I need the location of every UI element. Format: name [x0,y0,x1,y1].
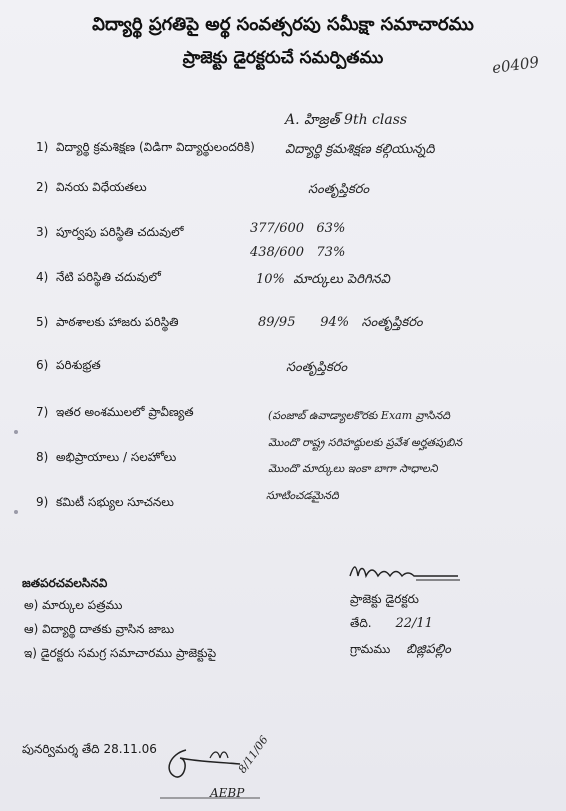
signature-date-note: 8/11/06 [235,733,271,776]
item-answer: 10% మార్కులు పెరిగినవి [256,272,390,287]
item-answer: 377/600 63% [250,221,346,236]
item-label: పరిశుభ్రత [56,358,101,372]
item-number: 5) [36,315,49,329]
signature-initials: AEBP [210,786,245,800]
item-label: నేటి పరిస్థితి చదువులో [56,270,161,284]
item-label: వినయ విధేయతలు [56,180,147,194]
place-label: గ్రామము [350,642,391,656]
item-number: 4) [36,270,49,284]
item-answer: విద్యార్థి క్రమశిక్షణ కల్గియున్నది [285,142,435,157]
item-answer: మొందొ రాష్ట్ర సరిహద్దులకు ప్రవేశ అర్హతపుబిన [268,436,463,449]
director-signature [346,562,464,584]
item-answer: 89/95 94% సంతృప్తికరం [258,315,423,330]
item-answer-secondary: 438/600 73% [250,245,346,260]
director-title: ప్రాజెక్టు డైరక్టరు [350,592,419,606]
punch-hole-mark [14,430,18,434]
item-label: ఇతర అంశములలో ప్రావీణ్యత [56,405,194,419]
date-label: తేది. [350,616,372,630]
enclosure-item: ఇ) డైరక్టరు సమగ్ర సమాచారము ప్రాజెక్టుపై [24,646,217,660]
punch-hole-mark [14,510,18,514]
item-answer-secondary: మొందొ మార్కులు ఇంకా బాగా సాధాలని [268,462,438,475]
item-answer: సంతృప్తికరం [286,360,348,375]
student-name-note: A. హిజ్రత్ 9th class [285,112,408,128]
enclosure-item: అ) మార్కుల పత్రము [24,598,123,612]
item-answer: (పంజాబ్ ఉవాడ్యాలకొరకు Exam వ్రాసినది [268,409,451,422]
item-number: 8) [36,450,49,464]
corner-note: e0409 [490,52,541,78]
item-label: కమిటీ సభ్యుల సూచనలు [56,495,174,509]
enclosure-item: ఆ) విద్యార్థి దాతకు వ్రాసిన జాబు [24,622,175,636]
item-number: 3) [36,225,49,239]
item-number: 1) [36,140,49,154]
item-number: 2) [36,180,49,194]
item-label: అభిప్రాయాలు / సలహోలు [56,450,177,464]
date-value: 22/11 [395,616,433,631]
enclosures-heading: జతపరచవలసినవి [22,576,108,590]
item-label: విద్యార్థి క్రమశిక్షణ (విడిగా విద్యార్థులందరికి) [56,140,255,154]
item-answer: సంతృప్తికరం [308,182,370,197]
signature-date [350,616,433,633]
item-label: పూర్వపు పరిస్థితి చదువులో [56,225,184,239]
item-number: 9) [36,495,49,509]
item-number: 7) [36,405,49,419]
document-title: విద్యార్థి ప్రగతిపై అర్థ సంవత్సరపు సమీక్షా సమాచారము [92,14,474,35]
place-value: బిజ్లిపల్లిం [406,642,451,657]
review-date: పునర్విమర్శ తేది 28.11.06 [22,742,157,756]
signature-place [350,642,451,660]
item-answer: సూటించడమైనది [266,489,339,502]
document-subtitle: ప్రాజెక్టు డైరక్టరుచే సమర్పితము [182,48,384,68]
item-label: పాఠశాలకు హాజరు పరిస్థితి [56,315,179,329]
item-number: 6) [36,358,49,372]
